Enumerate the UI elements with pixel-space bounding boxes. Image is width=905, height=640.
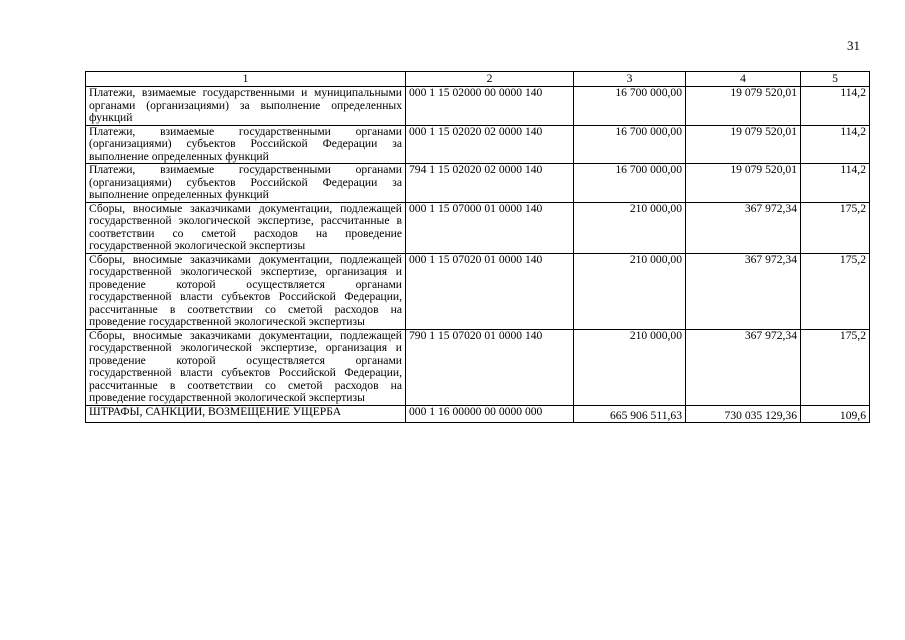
row-name: Сборы, вносимые заказчиками документации, подлежащей государственной экологической экспертизе, организация и проведение которой осуществляется органами государственной власти субъектов Российской Федерации, рассчитанные в соответствии со сметой расходов на проведение государственной экологической экспертизы [86, 253, 406, 329]
table-row [86, 87, 870, 126]
row-code: 000 1 15 02000 00 0000 140 [406, 87, 574, 126]
row-fact: 19 079 520,01 [686, 164, 801, 203]
page-number: 31 [847, 38, 860, 53]
row-percent: 114,2 [801, 164, 870, 203]
table-row [86, 164, 870, 203]
row-fact: 730 035 129,36 [686, 405, 801, 423]
row-code: 790 1 15 07020 01 0000 140 [406, 329, 574, 405]
table-row [86, 329, 870, 405]
row-percent: 175,2 [801, 253, 870, 329]
row-name: Сборы, вносимые заказчиками документации, подлежащей государственной экологической экспертизе, рассчитанные в соответствии со сметой расходов на проведение государственной экологической экспертизы [86, 202, 406, 253]
header-row [86, 72, 870, 87]
row-percent: 175,2 [801, 202, 870, 253]
row-fact: 367 972,34 [686, 329, 801, 405]
row-name: Сборы, вносимые заказчиками документации, подлежащей государственной экологической экспертизе, организация и проведение которой осуществляется органами государственной власти субъектов Российской Федерации, рассчитанные в соответствии со сметой расходов на проведение государственной экологической экспертизы [86, 329, 406, 405]
row-plan: 665 906 511,63 [574, 405, 686, 423]
row-plan: 210 000,00 [574, 253, 686, 329]
row-code: 000 1 15 02020 02 0000 140 [406, 125, 574, 164]
row-plan: 210 000,00 [574, 202, 686, 253]
row-fact: 367 972,34 [686, 202, 801, 253]
header-col-percent: 5 [801, 72, 870, 87]
table-row [86, 202, 870, 253]
row-percent: 109,6 [801, 405, 870, 423]
row-fact: 19 079 520,01 [686, 87, 801, 126]
row-name: Платежи, взимаемые государственными и муниципальными органами (организациями) за выполнение определенных функций [86, 87, 406, 126]
row-plan: 210 000,00 [574, 329, 686, 405]
row-name: ШТРАФЫ, САНКЦИИ, ВОЗМЕЩЕНИЕ УЩЕРБА [86, 405, 406, 423]
revenue-table [85, 71, 870, 423]
row-code: 000 1 15 07020 01 0000 140 [406, 253, 574, 329]
row-plan: 16 700 000,00 [574, 125, 686, 164]
header-col-plan: 3 [574, 72, 686, 87]
row-code: 000 1 15 07000 01 0000 140 [406, 202, 574, 253]
row-percent: 175,2 [801, 329, 870, 405]
row-fact: 367 972,34 [686, 253, 801, 329]
row-code: 000 1 16 00000 00 0000 000 [406, 405, 574, 423]
row-percent: 114,2 [801, 125, 870, 164]
row-plan: 16 700 000,00 [574, 87, 686, 126]
header-col-name: 1 [86, 72, 406, 87]
table-row [86, 405, 870, 423]
row-name: Платежи, взимаемые государственными органами (организациями) субъектов Российской Федерации за выполнение определенных функций [86, 125, 406, 164]
row-percent: 114,2 [801, 87, 870, 126]
table-row [86, 253, 870, 329]
row-name: Платежи, взимаемые государственными органами (организациями) субъектов Российской Федерации за выполнение определенных функций [86, 164, 406, 203]
header-col-fact: 4 [686, 72, 801, 87]
header-col-code: 2 [406, 72, 574, 87]
row-code: 794 1 15 02020 02 0000 140 [406, 164, 574, 203]
table-row [86, 125, 870, 164]
row-fact: 19 079 520,01 [686, 125, 801, 164]
row-plan: 16 700 000,00 [574, 164, 686, 203]
